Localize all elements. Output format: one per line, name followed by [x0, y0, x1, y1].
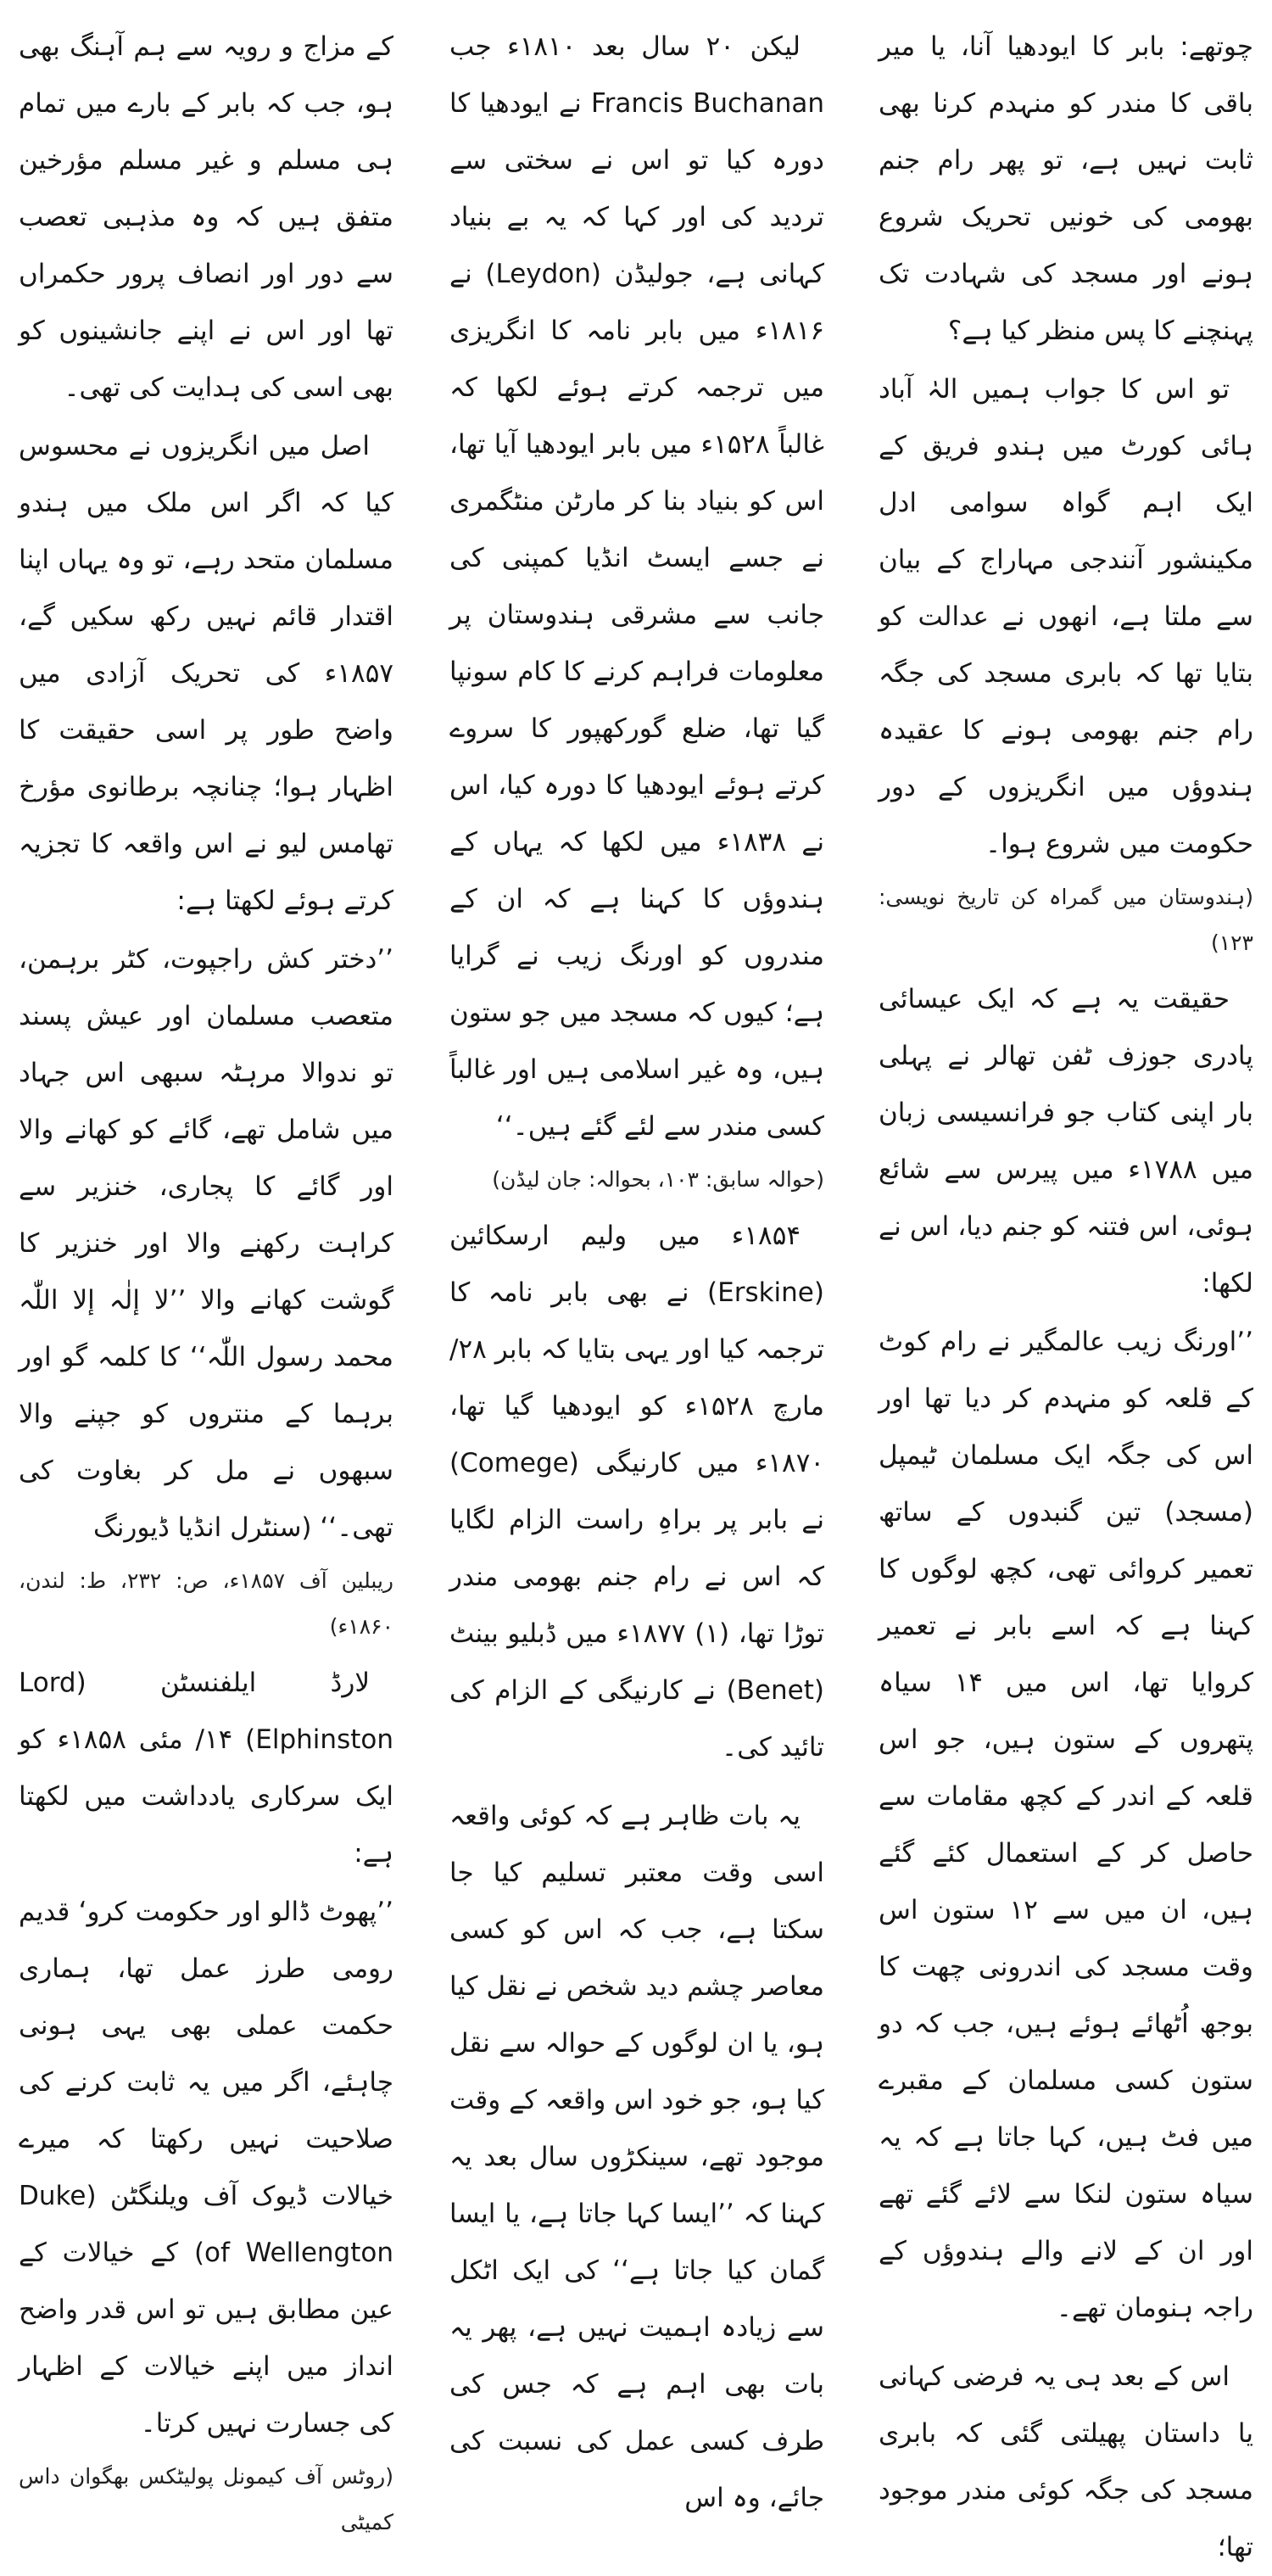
quote-divide-and-rule: ’’پھوٹ ڈالو اور حکومت کرو‘ قدیم رومی طرز عمل تھا، ہماری حکمت عملی بھی یہی ہونی چاہئے، اگر میں یہ ثابت کرنے کی صلاحیت نہیں رکھتا کہ میرے خیالات ڈیوک آف ویلنگٹن (Duke of Wellengton) کے خیالات کے عین مطابق ہیں تو اس قدر واضح انداز میں اپنے خیالات کے اظہار کی جسارت نہیں کرتا۔: [19, 1897, 393, 2439]
quote-rebellion-unity: ’’دختر کش راجپوت، کٹر برہمن، متعصب مسلمان اور عیش پسند تو ندوالا مرہٹہ سبھی اس جہاد میں شامل تھے، گائے کو کھانے والا اور گائے کا پجاری، خنزیر سے کراہت رکھنے والا اور خنزیر کا گوشت کھانے والا ’’لا إلٰہ إلا اللّٰہ محمد رسول اللّٰہ‘‘ کا کلمہ گو اور برہما کے منتروں کو جپنے والا سبھوں نے مل کر بغاوت کی تھی۔‘‘ (سنٹرل انڈیا ڈیورنگ: [19, 944, 393, 1543]
citation-rebellion-1857: ریبلین آف ۱۸۵۷ء، ص: ۲۳۲، ط: لندن، ۱۸۶۰ء): [19, 1568, 393, 1639]
column-middle: [449, 19, 825, 2513]
paragraph-erskine-comege: ۱۸۵۴ء میں ولیم ارسکائین (Erskine) نے بھی بابر نامہ کا ترجمہ کیا اور یہی بتایا کہ بابر ۲۸/ مارچ ۱۵۲۸ء کو ایودھیا گیا تھا، ۱۸۷۰ء میں کارنیگی (Comege) نے بابر پر براہِ راست الزام لگایا کہ اس نے رام جنم بھومی مندر توڑا تھا، (۱) ۱۸۷۷ء میں ڈبلیو بینٹ (Benet) نے کارنیگی کے الزام کی تائید کی۔: [449, 1221, 825, 1763]
paragraph-british-policy: اصل میں انگریزوں نے محسوس کیا کہ اگر اس ملک میں ہندو مسلمان متحد رہے، تو وہ یہاں اپنا اقتدار قائم نہیں رکھ سکیں گے، ۱۸۵۷ء کی تحریک آزادی میں واضح طور پر اسی حقیقت کا اظہار ہوا؛ چنانچہ برطانوی مؤرخ تھامس لیو نے اس واقعہ کا تجزیہ کرتے ہوئے لکھتا ہے:: [19, 431, 393, 916]
paragraph-witness-statement: تو اس کا جواب ہمیں الہٰ آباد ہائی کورٹ میں ہندو فریق کے ایک اہم گواہ سوامی ادل مکینشور آنندجی مہاراج کے بیان سے ملتا ہے، انھوں نے عدالت کو بتایا تھا کہ بابری مسجد کی جگہ رام جنم بھومی ہونے کا عقیدہ ہندوؤں میں انگریزوں کے دور حکومت میں شروع ہوا۔: [879, 374, 1253, 859]
citation-misleading-history: (ہندوستان میں گمراہ کن تاریخ نویسی: ۱۲۳): [879, 885, 1253, 955]
paragraph-babur-question: چوتھے: بابر کا ایودھیا آنا، یا میر باقی کا مندر کو منہدم کرنا بھی ثابت نہیں ہے، تو پھر رام جنم بھومی کی خونیں تحریک شروع ہونے اور مسجد کی شہادت تک پہنچنے کا پس منظر کیا ہے؟: [879, 31, 1253, 346]
column-right: [879, 19, 1253, 2562]
quote-aurangzeb-ramkot: ’’اورنگ زیب عالمگیر نے رام کوٹ کے قلعہ کو منہدم کر دیا تھا اور اس کی جگہ ایک مسلمان ٹیمپل (مسجد) تین گنبدوں کے ساتھ تعمیر کروائی تھی، کچھ لوگوں کا کہنا ہے کہ اسے بابر نے تعمیر کروایا تھا، اس میں ۱۴ سیاہ پتھروں کے ستون ہیں، جو اس قلعہ کے اندر کے کچھ مقامات سے حاصل کر کے استعمال کئے گئے ہیں، ان میں سے ۱۲ ستون اس وقت مسجد کی اندرونی چھت کا بوجھ اُٹھائے ہوئے ہیں، جب کہ دو ستون کسی مسلمان کے مقبرے میں فٹ ہیں، کہا جاتا ہے کہ یہ سیاہ ستون لنکا سے لائے گئے تھے اور ان کے لانے والے ہندوؤں کے راجہ ہنومان تھے۔: [879, 1327, 1253, 2323]
column-left: [19, 19, 393, 2534]
paragraph-babur-temperament: کے مزاج و رویہ سے ہم آہنگ بھی ہو، جب کہ بابر کے بارے میں تمام ہی مسلم و غیر مسلم مؤرخین متفق ہیں کہ وہ مذہبی تعصب سے دور اور انصاف پرور حکمراں تھا اور اس نے اپنے جانشینوں کو بھی اسی کی ہدایت کی تھی۔: [19, 31, 393, 403]
citation-john-leydon: (حوالہ سابق: ۱۰۳، بحوالہ: جان لیڈن): [492, 1167, 824, 1192]
paragraph-credibility: یہ بات ظاہر ہے کہ کوئی واقعہ اسی وقت معتبر تسلیم کیا جا سکتا ہے، جب کہ اس کو کسی معاصر چشم دید شخص نے نقل کیا ہو، یا ان لوگوں کے حوالہ سے نقل کیا ہو، جو خود اس واقعہ کے وقت موجود تھے، سینکڑوں سال بعد یہ کہنا کہ ’’ایسا کہا جاتا ہے، یا ایسا گمان کیا جاتا ہے‘‘ کی ایک اٹکل سے زیادہ اہمیت نہیں ہے، پھر یہ بات بھی اہم ہے کہ جس کی طرف کسی عمل کی نسبت کی جائے، وہ اس: [449, 1801, 824, 2513]
paragraph-buchanan-leydon: لیکن ۲۰ سال بعد ۱۸۱۰ء جب Francis Buchanan نے ایودھیا کا دورہ کیا تو اس نے سختی سے تردید کی اور کہا کہ یہ بے بنیاد کہانی ہے، جولیڈن (Leydon) نے ۱۸۱۶ء میں بابر نامہ کا انگریزی میں ترجمہ کرتے ہوئے لکھا کہ غالباً ۱۵۲۸ء میں بابر ایودھیا آیا تھا، اس کو بنیاد بنا کر مارٹن منٹگمری نے جسے ایسٹ انڈیا کمپنی کی جانب سے مشرقی ہندوستان پر معلومات فراہم کرنے کا کام سونپا گیا تھا، ضلع گورکھپور کا سروے کرتے ہوئے ایودھیا کا دورہ کیا، اس نے ۱۸۳۸ء میں لکھا کہ یہاں کے ہندوؤں کا کہنا ہے کہ ان کے مندروں کو اورنگ زیب نے گرایا ہے؛ کیوں کہ مسجد میں جو ستون ہیں، وہ غیر اسلامی ہیں اور غالباً کسی مندر سے لئے گئے ہیں۔‘‘: [449, 31, 824, 1142]
paragraph-tieffenthaler: حقیقت یہ ہے کہ ایک عیسائی پادری جوزف ٹفن تھالر نے پہلی بار اپنی کتاب جو فرانسیسی زبان میں ۱۷۸۸ء میں پیرس سے شائع ہوئی، اس فتنہ کو جنم دیا، اس نے لکھا:: [879, 984, 1253, 1299]
citation-roots-communal-politics: (روٹس آف کیمونل پولیٹکس بھگوان داس کمیٹی: [19, 2464, 393, 2534]
paragraph-legend-spread: اس کے بعد ہی یہ فرضی کہانی یا داستان پھیلتی گئی کہ بابری مسجد کی جگہ کوئی مندر موجود تھا؛: [879, 2361, 1253, 2562]
paragraph-elphinston: لارڈ ایلفنسٹن (Lord Elphinston) ۱۴/ مئی ۱۸۵۸ء کو ایک سرکاری یادداشت میں لکھتا ہے:: [19, 1668, 393, 1869]
